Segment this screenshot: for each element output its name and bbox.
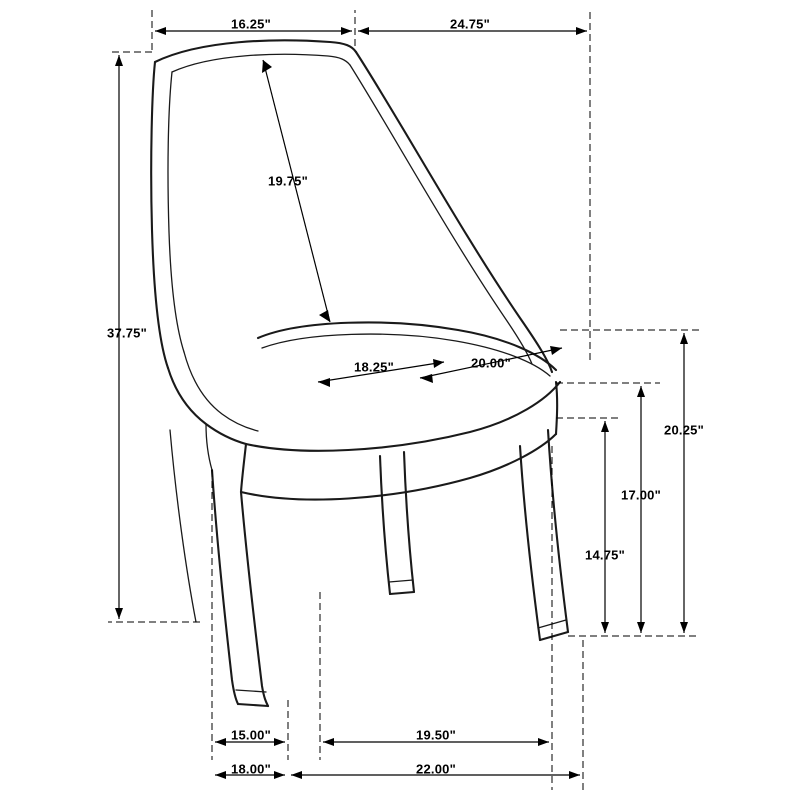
dimension-lines: [108, 10, 700, 790]
dimension-label-seat-depth-overall: 24.75": [450, 16, 490, 32]
dimension-label-back-top-width: 16.25": [231, 16, 271, 32]
dimension-label-base-depth: 18.00": [231, 761, 271, 777]
dimension-label-arm-height: 20.25": [664, 422, 704, 438]
dimension-label-overall-height: 37.75": [107, 325, 147, 341]
dimension-label-back-height-diagonal: 19.75": [268, 173, 308, 189]
dimension-label-foot-inset-width: 15.00": [231, 727, 271, 743]
dimension-label-leg-spread-front: 19.50": [416, 727, 456, 743]
dimension-label-seat-back-height: 17.00": [621, 487, 661, 503]
dimension-label-seat-depth: 20.00": [471, 355, 511, 371]
dimension-label-seat-height: 14.75": [585, 547, 625, 563]
dimension-label-overall-width: 22.00": [416, 761, 456, 777]
dimension-label-seat-width: 18.25": [354, 359, 394, 375]
